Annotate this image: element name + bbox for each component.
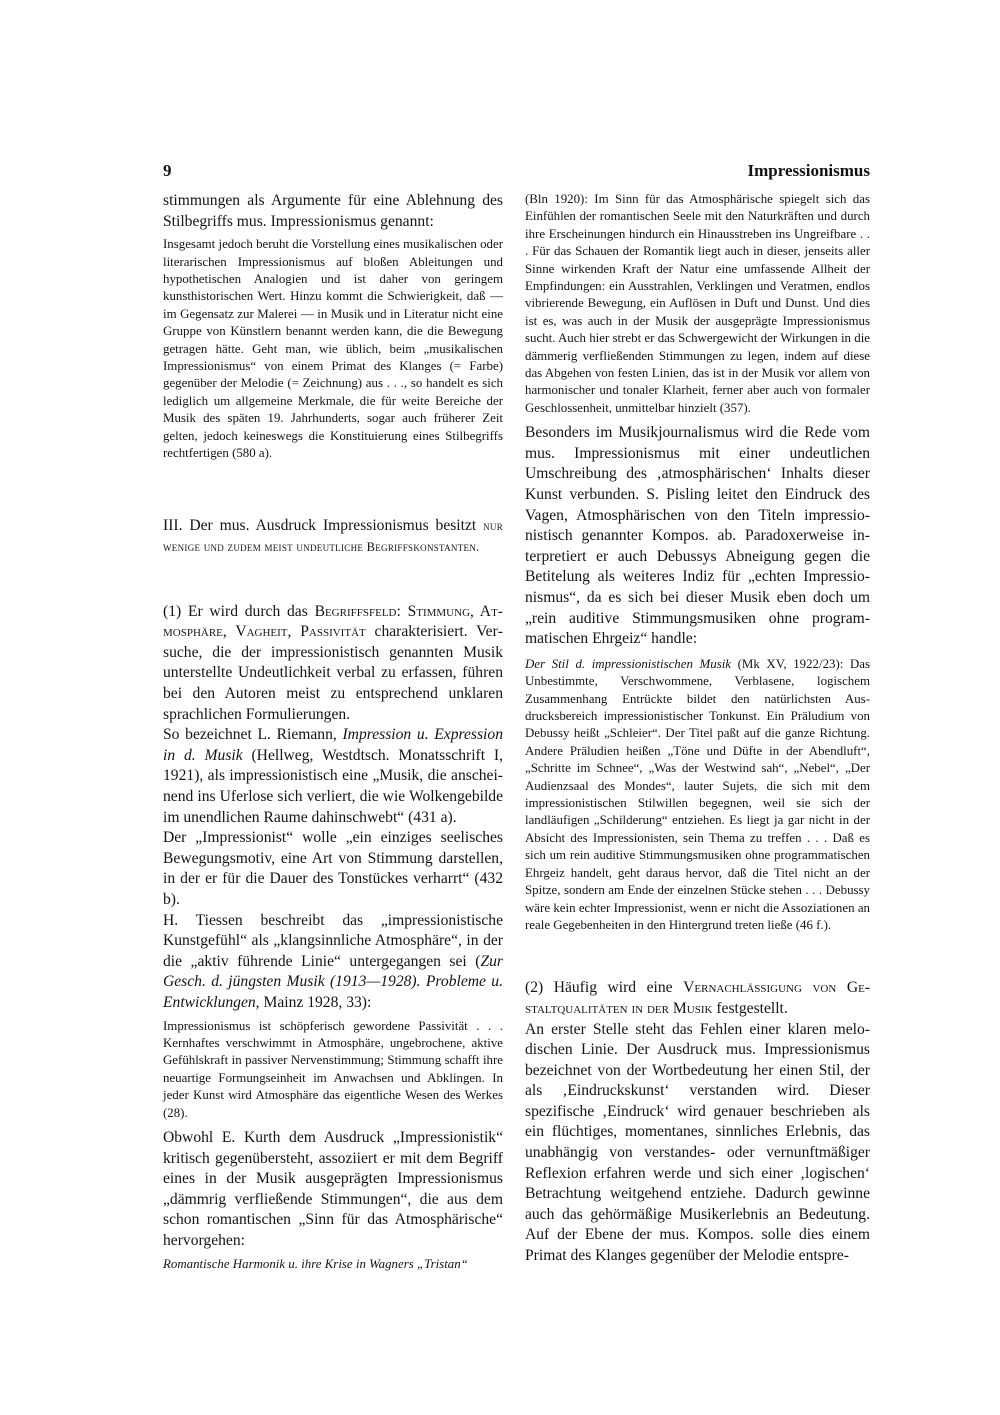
quote-source-title: Der Stil d. impressionistischen Musik [525, 656, 732, 671]
page-number: 9 [163, 161, 172, 180]
block-quote [525, 656, 870, 935]
left-column [163, 191, 503, 1273]
section-heading-iii [163, 516, 503, 557]
tiessen-title: Zur Gesch. d. jüngsten Musik (1913—1928). Probleme u. Entwicklungen [163, 952, 503, 1011]
subsection-2-keywords: Vernachlässigung von Gestaltqualitäten in der Musik [525, 979, 870, 1017]
paragraph-pisling: Besonders im Musikjournalismus wird die Rede vom mus. Impressionismus mit einer undeutlichen Umschreibung des ‚atmosphärischen‘ Inhalts dieser Kunst verbunden. S. Pisling leitet den Eindruck des Vagen, Atmosphärischen von den Titeln impressionistisch genannter Kompos. ab. Paradoxerweise interpretiert er auch Debussys Abneigung gegen die Betitelung als weiteres Indiz für „echten Impressionismus“, da es sich bei dieser Musik eben doch um „rein auditive Stimmungsmusiken ohne programmatischen Ehrgeiz“ handle: [525, 424, 870, 648]
subsection-1-text: charakterisiert. Versuche, die der impressionistisch genannten Musik unterstellte Undeutlichkeit verbal zu erfassen, führen bei den Autoren meist zu entsprechend unklaren sprachlichen Formulierungen. [163, 623, 503, 723]
block-quote: Impressionismus ist schöpferisch gewordene Passivität . . . Kernhaftes verschwimmt in Atmosphäre, ungebrochene, aktive Gefühlskraft in passiver Nervenstimmung; Stimmung schafft ihre neuartige Formungseinheit im Anwachsen und Abklingen. In jeder Kunst wird Atmosphäre das eigentliche Wesen des Werkes (28). [163, 1018, 503, 1120]
subsection-2-text: festgestellt. [712, 999, 788, 1017]
quote-text: (Mk XV, 1922/23): Das Unbestimmte, Verschwommene, Verblasene, logischem Zusammenhang Entrückte bildet den natürlichsten Ausdrucksbereich impressionistischer Tonkunst. Ein Präludium von Debussy heißt „Schleier“. Der Titel paßt auf die ganze Richtung. Andere Präludien heißen „Töne und Düfte in der Abendluft“, „Schritte im Schnee“, „Was der Westwind sah“, „Nebel“, „Der Audienzsaal des Mondes“, lauter Sujets, die sich mit dem impressionistischen Stilwillen begegnen, weil sie sich der landläufigen „Schilderung“ entziehen. Es liegt ja gar nicht in der Absicht des Impressionisten, sein Thema zu treffen . . . Daß es sich um rein auditive Stimmungsmusiken ohne programmatischen Ehrgeiz handelt, geht daraus hervor, daß die Titel nicht an der Spitze, sondern am Ende der einzelnen Stücke stehen . . . Debussy wäre kein echter Impressionist, wenn er nicht die Assoziationen an reale Gegebenheiten in den Hintergrund treten ließe (46 f.). [525, 656, 870, 932]
subsection-1 [163, 602, 503, 726]
riemann-text: (Hellweg, Westdtsch. Monatsschrift I, 1921), als impressionistisch eine „Musik, die anscheinend ins Uferlose sich verliert, die wie Wolkengebilde im unendlichen Raume dahinschwebt“ (431 a). [163, 746, 503, 826]
tiessen-text: , Mainz 1928, 33): [255, 993, 372, 1011]
section-heading-caps: nur wenige und zudem meist undeutliche Begriffskonstanten. [163, 519, 504, 555]
paragraph-kurth: Obwohl E. Kurth dem Ausdruck „Impressionistik“ kritisch gegenübersteht, assoziiert er mit dem Begriff eines in der Musik ausgeprägten Impressionismus „dämmrig verfließende Stimmungen“, die aus dem schon romantischen „Sinn für das Atmosphärische“ hervorgehen: [163, 1128, 503, 1249]
subsection-2-lead: (2) Häufig wird eine [525, 979, 684, 997]
riemann-lead: So bezeichnet L. Riemann, [163, 726, 343, 744]
paragraph-tiessen [163, 911, 503, 1014]
block-quote: Insgesamt jedoch beruht die Vorstellung eines musikalischen oder literarischen Impressionismus auf bloßen Ableitungen und hypothetischen Analogien und ist daher von geringem kunsthistorischen Wert. Hinzu kommt die Schwierigkeit, daß — im Gegensatz zur Malerei — in Musik und in Literatur nicht eine Gruppe von Künstlern benannt werden kann, die die Bewegung getragen hätte. Geht man, wie üblich, beim „musikalischen Impressionismus“ von einem Primat des Klanges (= Farbe) gegenüber der Melodie (= Zeichnung) aus . . ., so handelt es sich lediglich um allgemeine Merkmale, die für weite Bereiche der Musik des späten 19. Jahrhunderts, sogar auch früherer Zeit gelten, jedoch keineswegs die Konstituierung eines Stilbegriffs rechtfertigen (580 a). [163, 237, 503, 461]
section-heading-text: III. Der mus. Ausdruck Impressionismus besitzt [163, 517, 477, 535]
subsection-2 [525, 978, 870, 1019]
running-title: Impressionismus [747, 161, 870, 180]
kurth-source [163, 1256, 503, 1273]
subsection-1-lead: (1) Er wird durch das [163, 602, 315, 620]
right-column [525, 191, 870, 1267]
kurth-source-title: Romantische Harmonik u. ihre Krise in Wagners „Tristan“ [163, 1256, 468, 1271]
paragraph-continuation: stimmungen als Argumente für eine Ablehnung des Stilbegriffs mus. Impressionismus genannt: [163, 192, 503, 230]
paragraph-melody: An erster Stelle steht das Fehlen einer klaren melodischen Linie. Der Ausdruck mus. Impressionismus bezeichnet von der Wortbedeutung her einen Stil, der als ‚Eindruckskunst‘ verstanden wird. Dieser spezifische ‚Eindruck‘ wird genauer beschrieben als ein flüchtiges, momentanes, sinnliches Erlebnis, das unabhängig von verstandes- oder vernunftmäßiger Reflexion erfahren werde und sich einer ‚logischen‘ Betrachtung weitgehend entziehe. Dadurch gewinne auch das gehörmäßige Musikerlebnis an Bedeutung. Auf der Ebene der mus. Kompos. solle dies einem Primat des Klanges gegenüber der Melodie entspre- [525, 1020, 870, 1265]
riemann-title: Impression u. Expression in d. Musik [163, 726, 503, 764]
subsection-1-keywords: Begriffsfeld: Stimmung, Atmosphäre, Vagheit, Passivität [163, 602, 503, 641]
paragraph-riemann [163, 725, 503, 828]
paragraph-impressionist: Der „Impressionist“ wolle „ein einziges seelisches Bewegungsmotiv, eine Art von Stimmung darstellen, in der er für die Dauer des Tonstückes verharrt“ (432 b). [163, 829, 503, 908]
block-quote: (Bln 1920): Im Sinn für das Atmosphärische spiegelt sich das Einfühlen der romantischen Seele mit den Naturkräften und durch ihre Erscheinungen hindurch ein Hinausstreben ins Ungreifbare . . . Für das Schauen der Romantik liegt auch in dieser, jenseits aller Sinne wirkenden Kraft der Natur eine umfassende Allheit der Empfindungen: ein Ausstrahlen, Verklingen und Veratmen, endlos vibrierende Bewegung, ein Auflösen in Duft und Dunst. Und dies ist es, was auch in der Musik der ausgeprägte Impressionismus sucht. Auch hier strebt er das Schwergewicht der Wirkungen in die dämmerig verfließenden Stimmungen zu legen, indem auf diese das Abgehen von festen Linien, das ist in der Musik vor allem von harmonischer und tonaler Klarheit, ferner aber auch von formaler Geschlossenheit, unmittelbar hinzielt (357). [525, 192, 870, 415]
tiessen-lead: H. Tiessen beschreibt das „impressionistische Kunstgefühl“ als „klangsinnliche Atmosphäre“, in der die „aktiv führende Linie“ untergegangen sei ( [163, 911, 503, 970]
